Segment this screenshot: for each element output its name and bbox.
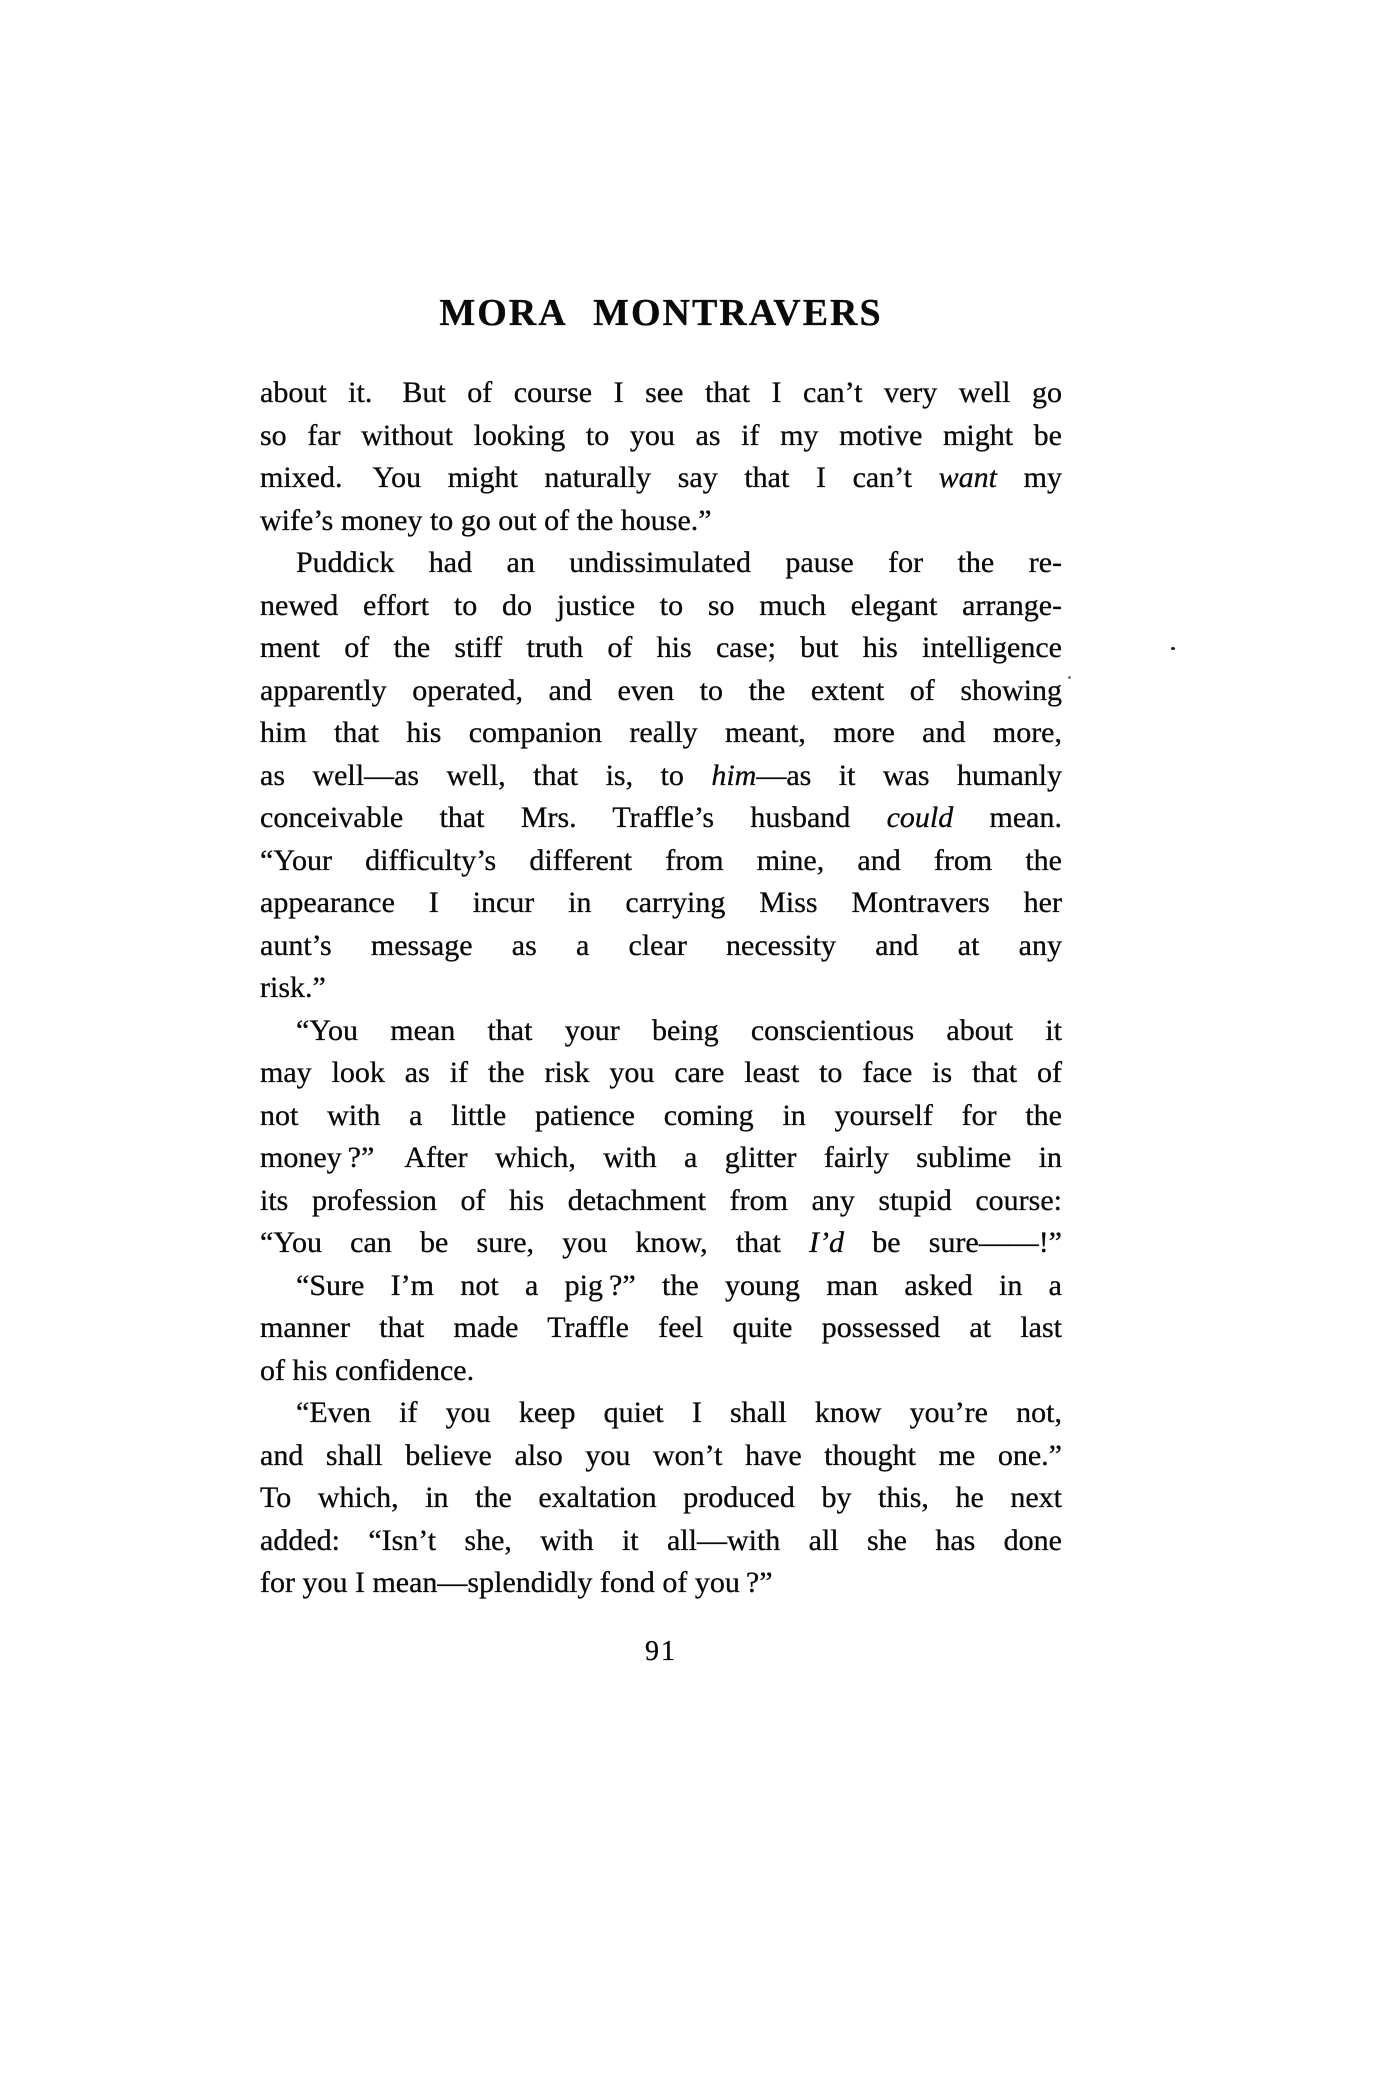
text-line: and shall believe also you won’t have thought me one.” [260, 1438, 1062, 1472]
text-line: not with a little patience coming in yourself for the [260, 1098, 1062, 1132]
text-line: “Sure I’m not a pig ?” the young man asked in a [296, 1268, 1062, 1302]
text-line: so far without looking to you as if my motive might be [260, 418, 1062, 452]
text-line: may look as if the risk you care least to face is that of [260, 1056, 1062, 1089]
text-line: mixed. You might naturally say that I can’t want my [260, 461, 1062, 494]
text-line: wife’s money to go out of the house.” [260, 503, 712, 537]
text-line: as well—as well, that is, to him—as it was humanly [260, 758, 1062, 792]
text-line: To which, in the exaltation produced by this, he next [260, 1481, 1062, 1514]
text-line: appearance I incur in carrying Miss Montravers her [260, 886, 1062, 919]
text-line: him that his companion really meant, more and more, [260, 716, 1062, 749]
text-line: its profession of his detachment from any stupid course: [260, 1183, 1062, 1217]
page-number: 91 [645, 1636, 677, 1667]
text-line: “Even if you keep quiet I shall know you’re not, [296, 1396, 1062, 1429]
text-line: of his confidence. [260, 1353, 475, 1387]
text-line: manner that made Traffle feel quite possessed at last [260, 1311, 1062, 1344]
text-line: money ?” After which, with a glitter fairly sublime in [260, 1141, 1062, 1174]
text-line: for you I mean—splendidly fond of you ?” [260, 1566, 773, 1599]
text-line: Puddick had an undissimulated pause for the re- [296, 546, 1062, 579]
text-line: conceivable that Mrs. Traffle’s husband could mean. [260, 801, 1062, 834]
text-line: newed effort to do justice to so much elegant arrange- [260, 588, 1062, 622]
text-line: “Your difficulty’s different from mine, and from the [260, 843, 1062, 877]
page-title: MORA MONTRAVERS [439, 292, 883, 334]
body-text [260, 372, 1062, 1605]
text-line: about it. But of course I see that I can’t very well go [260, 376, 1062, 409]
text-line: “You can be sure, you know, that I’d be sure——!” [260, 1226, 1063, 1259]
text-line: apparently operated, and even to the extent of showing [260, 673, 1062, 707]
scan-speck [1068, 676, 1071, 679]
text-line: “You mean that your being conscientious about it [296, 1013, 1062, 1047]
scan-speck [1171, 647, 1175, 650]
text-line: risk.” [260, 971, 326, 1004]
text-line: added: “Isn’t she, with it all—with all she has done [260, 1523, 1062, 1557]
text-line: ment of the stiff truth of his case; but his intelligence [260, 631, 1062, 664]
text-line: aunt’s message as a clear necessity and at any [260, 928, 1062, 962]
